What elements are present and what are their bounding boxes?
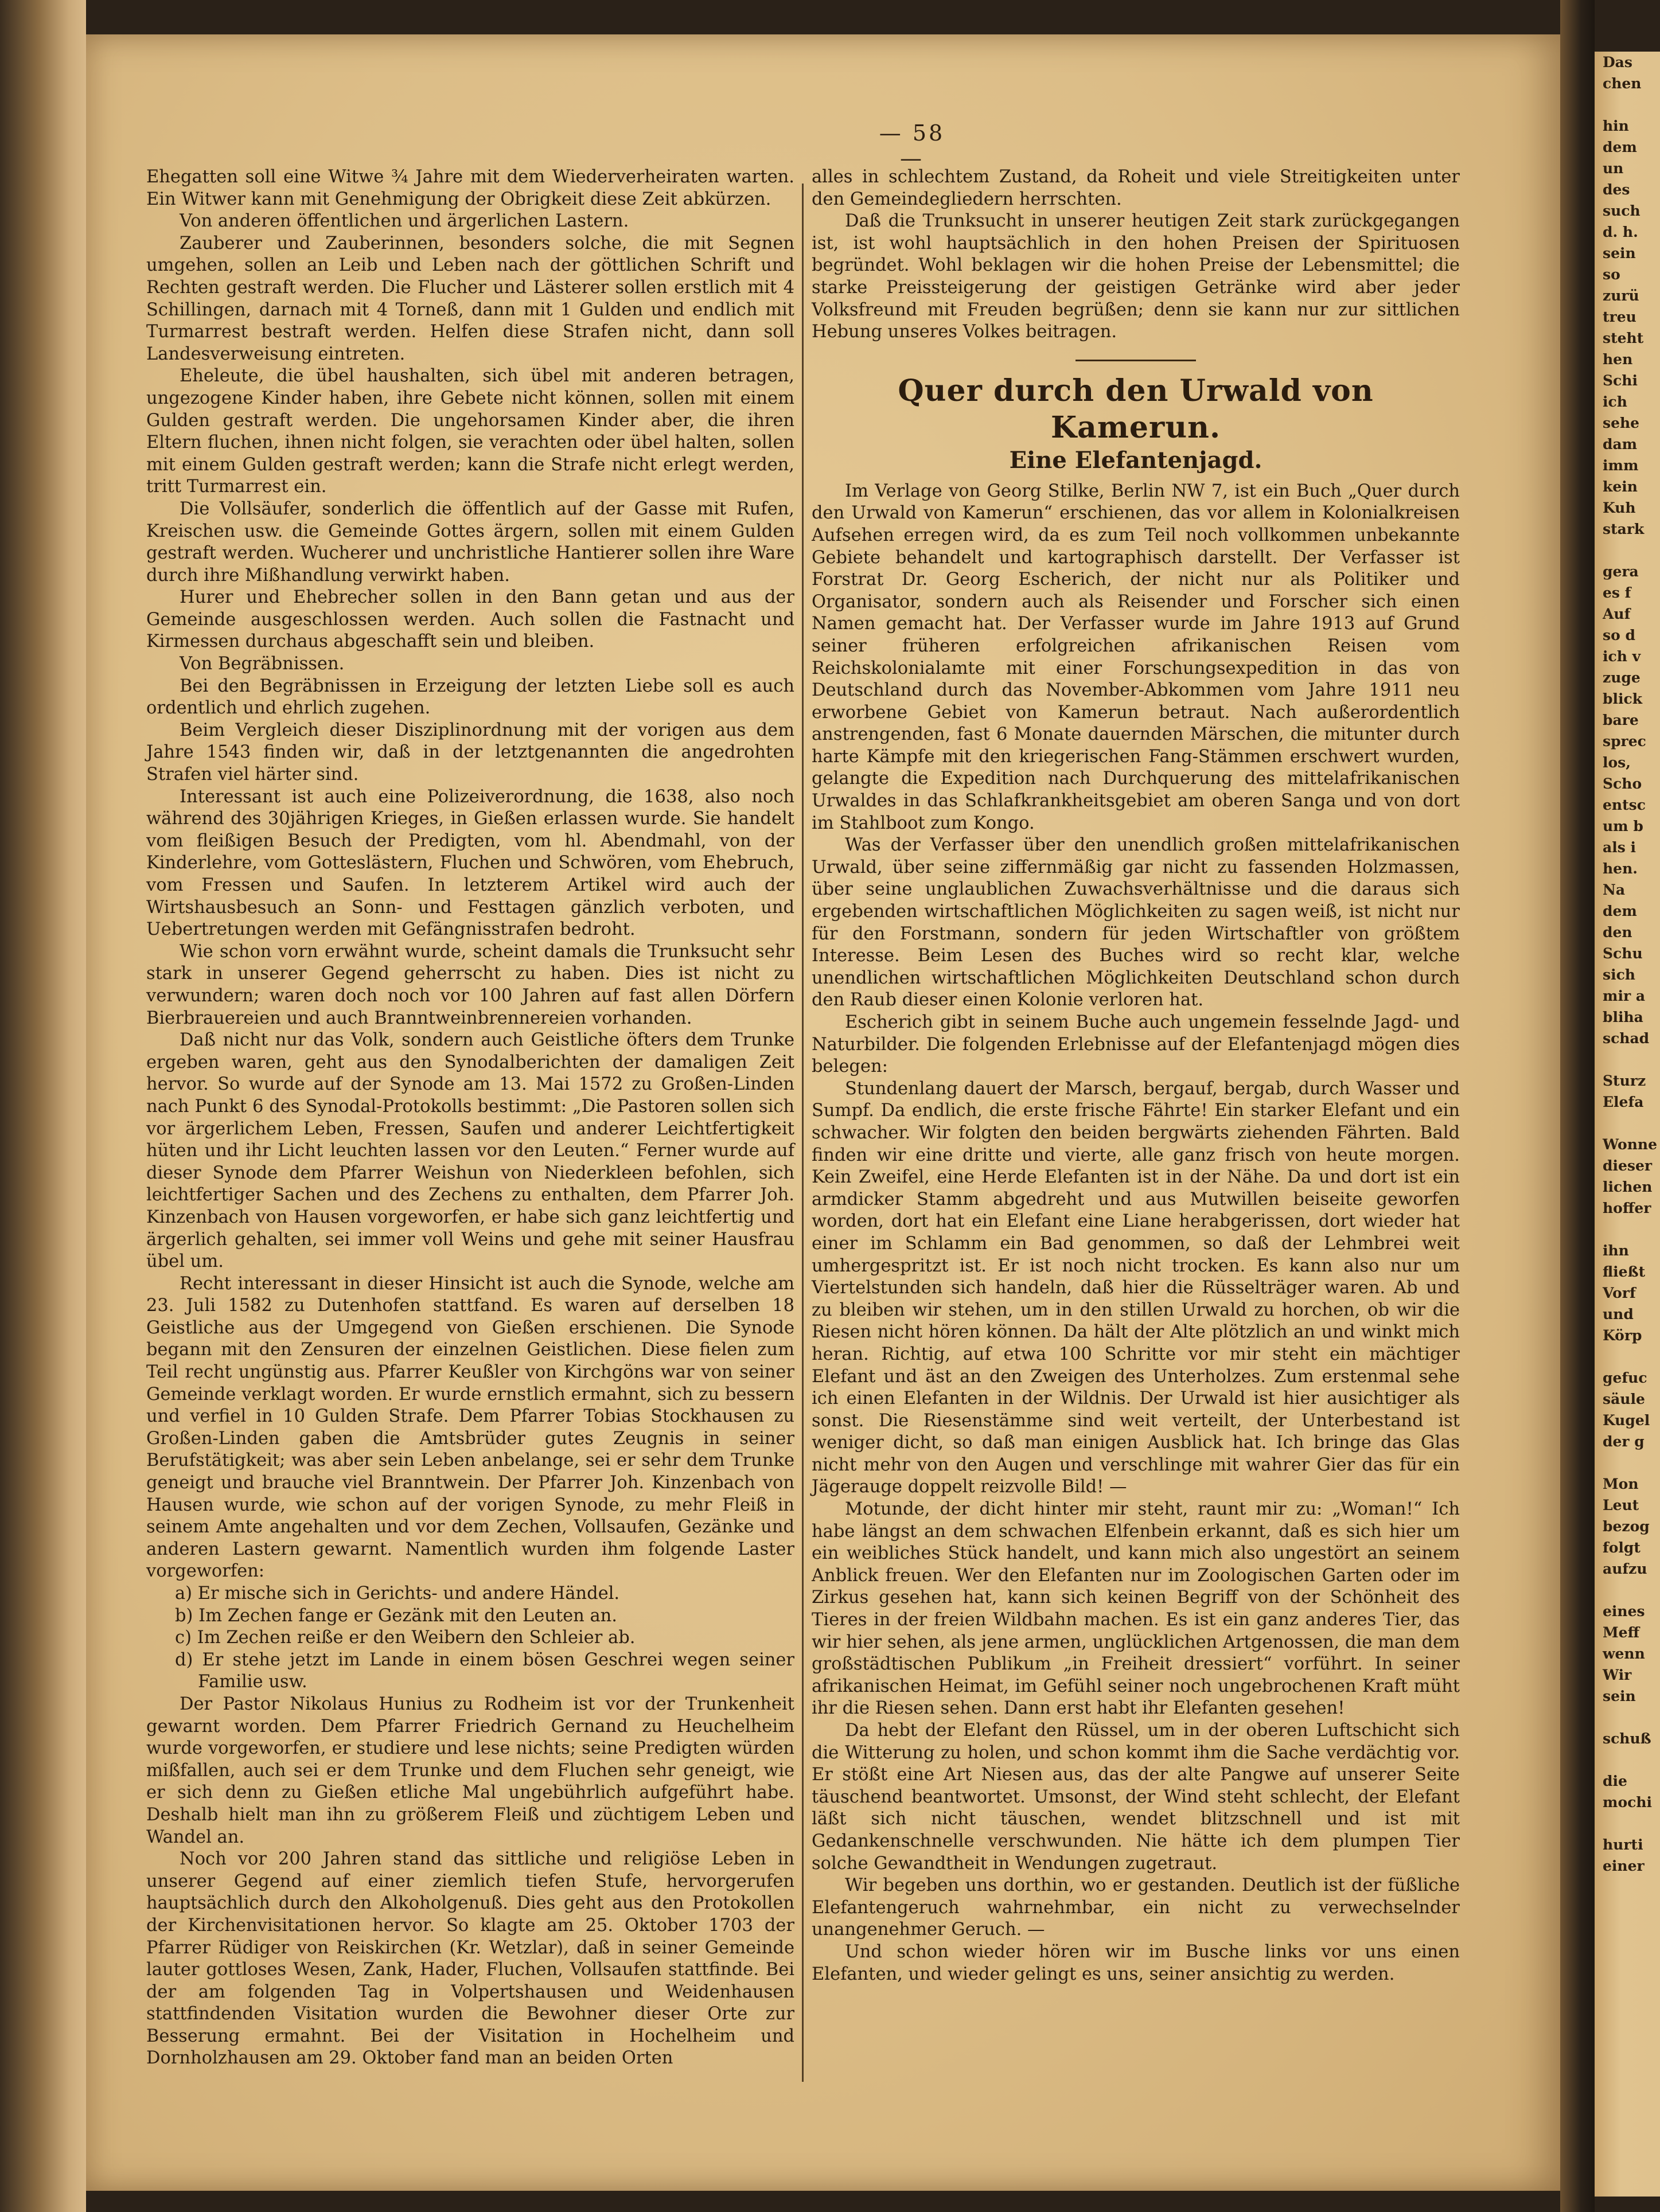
left-column-paragraph: Eheleute, die übel haushalten, sich übel mit anderen betragen, ungezogene Kinder haben, ihre Gebete nicht können, sollen mit einem Gulden gestraft werden. Die ungehorsamen Kinder aber, die ihren Eltern fluchen, ihnen nicht folgen, sie verachten oder übel halten, sollen mit einem Gulden gestraft werden; kann die Strafe nicht erlegt werden, tritt Turmarrest ein. — [146, 366, 794, 497]
adjacent-page-line: Auf — [1603, 606, 1631, 622]
adjacent-page-line: Schu — [1603, 945, 1643, 962]
adjacent-page-line: Na — [1603, 881, 1626, 898]
left-column-paragraph: Zauberer und Zauberinnen, besonders solche, die mit Segnen umgehen, sollen an Leib und Leben nach der göttlichen Schrift und Rechten gestraft werden. Die Flucher und Lästerer sollen erstlich mit 4 Schillingen, darnach mit 4 Torneß, dann mit 1 Gulden und endlich mit Turmarrest bestraft werden. Helfen diese Strafen nicht, dann soll Landesverweisung eintreten. — [146, 233, 794, 364]
adjacent-page-line: dem — [1603, 903, 1637, 919]
adjacent-page-line: Wonne — [1603, 1136, 1657, 1153]
left-column-paragraph: Bei den Begräbnissen in Erzeigung der letzten Liebe soll es auch ordentlich und ehrlich zugehen. — [146, 676, 794, 719]
column-divider — [802, 184, 804, 2082]
continuation-paragraph: alles in schlechtem Zustand, da Roheit und viele Streitigkeiten unter den Gemeindegliedern herrschten. — [812, 167, 1460, 209]
adjacent-page-line: sehe — [1603, 415, 1640, 431]
article-paragraph: Und schon wieder hören wir im Busche links vor uns einen Elefanten, und wieder gelingt es uns, seiner ansichtig zu werden. — [812, 1941, 1460, 1984]
adjacent-page-line: sich — [1603, 966, 1635, 983]
left-column-paragraph: Hurer und Ehebrecher sollen in den Bann getan und aus der Gemeinde ausgeschlossen werden. Auch sollen die Fastnacht und Kirmessen durchaus abgeschafft sein und bleiben. — [146, 587, 794, 652]
article-paragraph: Im Verlage von Georg Stilke, Berlin NW 7, ist ein Buch „Quer durch den Urwald von Kamerun“ erschienen, das vor allem in Kolonialkreisen Aufsehen erregen wird, da es zum Teil noch vollkommen unbekannte Gebiete behandelt und kartographisch darstellt. Der Verfasser ist Forstrat Dr. Georg Escherich, der nicht nur als Politiker und Organisator, sondern auch als Reisender und Forscher sich einen Namen gemacht hat. Der Verfasser wurde im Jahre 1913 auf Grund seiner früheren erfolgreichen afrikanischen Reisen vom Reichskolonialamte mit einer Forschungsexpedition in das von Deutschland durch das November-Abkommen vom Jahre 1911 neu erworbene Gebiet von Kamerun betraut. Nach außerordentlich anstrengenden, fast 6 Monate dauernden Märschen, die mitunter durch harte Kämpfe mit den kriegerischen Fang-Stämmen erschwert wurden, gelangte die Expedition nach Durchquerung des mittelafrikanischen Urwaldes in das Schlafkrankheitsgebiet am oberen Sanga und von dort im Stahlboot zum Kongo. — [812, 481, 1460, 833]
adjacent-page-line: imm — [1603, 457, 1639, 474]
left-column-paragraph: Wie schon vorn erwähnt wurde, scheint damals die Trunksucht sehr stark in unserer Gegend geherrscht zu haben. Dies ist nicht zu verwundern; waren doch noch vor 100 Jahren auf fast allen Dörfern Bierbrauereien und auch Branntweinbrennereien vorhanden. — [146, 941, 794, 1028]
adjacent-page-line: Meff — [1603, 1624, 1640, 1641]
left-column-paragraph: c) Im Zechen reiße er den Weibern den Schleier ab. — [175, 1628, 636, 1648]
left-column-paragraph: d) Er stehe jetzt im Lande in einem bösen Geschrei wegen seiner Familie usw. — [175, 1649, 794, 1692]
adjacent-page-line: kein — [1603, 478, 1638, 495]
adjacent-page-line: gera — [1603, 563, 1639, 580]
adjacent-page-line: mochi — [1603, 1794, 1653, 1811]
adjacent-page-line: einer — [1603, 1858, 1645, 1874]
adjacent-page-line: stark — [1603, 521, 1645, 537]
article-body — [812, 481, 1460, 1985]
adjacent-page-line: die — [1603, 1773, 1627, 1789]
adjacent-page-line — [1595, 94, 1660, 115]
adjacent-page-line: als i — [1603, 839, 1636, 856]
adjacent-page-line: wenn — [1603, 1645, 1645, 1662]
adjacent-page-line: treu — [1603, 309, 1636, 325]
adjacent-page-line: bliha — [1603, 1009, 1643, 1025]
adjacent-page-line: entsc — [1603, 797, 1646, 813]
previous-article-continuation — [812, 166, 1460, 344]
adjacent-page-line: Kugel — [1603, 1412, 1650, 1429]
left-column-paragraph: Interessant ist auch eine Polizeiverordnung, die 1638, also noch während des 30jährigen Krieges, in Gießen erlassen wurde. Sie handelt vom fleißigen Besuch der Predigten, vom hl. Abendmahl, von der Kinderlehre, vom Gotteslästern, Fluchen und Schwören, vom Ehebruch, vom Fressen und Saufen. In letzterem Artikel wird auch der Wirtshausbesuch an Sonn- und Festtagen gänzlich verboten, und Uebertretungen werden mit Gefängnisstrafen bedroht. — [146, 786, 794, 940]
article-subheadline: Eine Elefantenjagd. — [1009, 446, 1262, 474]
left-column-paragraph: Noch vor 200 Jahren stand das sittliche und religiöse Leben in unserer Gegend auf einer ziemlich tiefen Stufe, hervorgerufen hauptsächlich durch den Alkoholgenuß. Dies geht aus den Protokollen der Kirchenvisitationen hervor. So klagte am 25. Oktober 1703 der Pfarrer Rüdiger von Reiskirchen (Kr. Wetzlar), daß in seiner Gemeinde lauter gottloses Wesen, Zank, Hader, Fluchen, Vollsaufen stattfinde. Bei der am folgenden Tag in Volpertshausen und Weidenhausen stattfindenden Visitation wurden die Bewohner dieser Orte zur Besserung ermahnt. Bei der Visitation in Hochelheim und Dornholzhausen am 29. Oktober fand man an beiden Orten — [146, 1849, 794, 2069]
adjacent-page-line: lichen — [1603, 1179, 1653, 1195]
adjacent-page-line: eines — [1603, 1603, 1645, 1620]
adjacent-page-fragment — [1595, 52, 1660, 2197]
adjacent-page-line: bare — [1603, 712, 1639, 728]
article-paragraph: Wir begeben uns dorthin, wo er gestanden. Deutlich ist der füßliche Elefantengeruch wahrnehmbar, ein nicht zu verwechselnder unangenehmer Geruch. — — [812, 1875, 1460, 1940]
left-column-paragraph: a) Er mische sich in Gerichts- und andere Händel. — [175, 1583, 620, 1604]
adjacent-page-line: folgt — [1603, 1539, 1640, 1556]
article-paragraph: Da hebt der Elefant den Rüssel, um in der oberen Luftschicht sich die Witterung zu holen, und schon kommt ihm die Sache verdächtig vor. Er stößt eine Art Niesen aus, das der alte Pangwe auf unserer Seite täuschend beantwortet. Umsonst, der Wind steht schlecht, der Elefant läßt sich nicht täuschen, wendet blitzschnell und ist mit Gedankenschnelle verschwunden. Nie hätte ich dem plumpen Tier solche Gewandtheit in Wendungen zugetraut. — [812, 1721, 1460, 1874]
adjacent-page-line — [1595, 1049, 1660, 1070]
adjacent-page-line: und — [1603, 1306, 1634, 1322]
adjacent-page-line — [1595, 1219, 1660, 1240]
adjacent-page-line: sein — [1603, 1688, 1636, 1704]
adjacent-page-line: dieser — [1603, 1157, 1653, 1174]
book-gutter — [1560, 0, 1595, 2212]
adjacent-page-line: zurü — [1603, 287, 1639, 304]
left-column-paragraph: Recht interessant in dieser Hinsicht ist auch die Synode, welche am 23. Juli 1582 zu Dutenhofen stattfand. Es waren auf derselben 18 Geistliche aus der Umgegend von Gießen erschienen. Die Synode begann mit den Zensuren der einzelnen Geistlichen. Diese fielen zum Teil recht ungünstig aus. Pfarrer Keußler von Kirchgöns war von seiner Gemeinde verklagt worden. Er wurde ernstlich ermahnt, sich zu bessern und verfiel in 10 Gulden Strafe. Dem Pfarrer Tobias Stockhausen zu Großen-Linden gaben die Amtsbrüder gutes Zeugnis in seiner Berufstätigkeit; was aber sein Leben anbelange, sei er sehr dem Trunke geneigt und brauche viel Branntwein. Der Pfarrer Joh. Kinzenbach von Hausen wurde, wie schon auf der vorigen Synode, zu mehr Fleiß in seinem Amte angehalten und vor dem Zechen, Vollsaufen, Gezänke und anderen Lastern gewarnt. Namentlich wurden ihm folgende Laster vorgeworfen: — [146, 1273, 794, 1582]
adjacent-page-line: ihn — [1603, 1242, 1629, 1259]
adjacent-page-line — [1595, 1452, 1660, 1473]
adjacent-page-line: fließt — [1603, 1263, 1646, 1280]
adjacent-page-line: gefuc — [1603, 1370, 1647, 1386]
adjacent-page-line: Wir — [1603, 1667, 1632, 1683]
continuation-paragraph: Daß die Trunksucht in unserer heutigen Zeit stark zurückgegangen ist, ist wohl hauptsächlich in den hohen Preisen der Spirituosen begründet. Wohl beklagen wir die hohen Preise der Lebensmittel; die starke Preissteigerung der geistigen Getränke wird aber jeder Volksfreund mit Freuden begrüßen; denn sie kann nur zur sittlichen Hebung unseres Volkes beitragen. — [812, 211, 1460, 342]
adjacent-page-line: mir a — [1603, 988, 1646, 1004]
adjacent-page-line: sprec — [1603, 733, 1646, 750]
adjacent-page-line: schad — [1603, 1030, 1650, 1047]
left-column-paragraph: Der Pastor Nikolaus Hunius zu Rodheim ist vor der Trunkenheit gewarnt worden. Dem Pfarrer Friedrich Gernand zu Heuchelheim wurde vorgeworfen, er studiere und lese nichts; seine Predigten würden mißfallen, auch sei er dem Trunke und dem Fluchen sehr geneigt, wie er sich denn zu Gießen etliche Mal ungebührlich aufgeführt habe. Deshalb hielt man ihn zu größerem Fleiß und züchtigem Leben und Wandel an. — [146, 1694, 794, 1847]
adjacent-page-line: steht — [1603, 330, 1644, 346]
article-paragraph: Stundenlang dauert der Marsch, bergauf, bergab, durch Wasser und Sumpf. Da endlich, die erste frische Fährte! Ein starker Elefant und ein schwacher. Wir folgten den beiden bergwärts ziehenden Fährten. Bald finden wir eine dritte und vierte, alle ganz frisch von heute morgen. Kein Zweifel, eine Herde Elefanten ist in der Nähe. Da und dort ist ein armdicker Stamm abgedreht und aus Mutwillen beiseite geworfen worden, dort hat ein Elefant eine Liane herabgerissen, dort wieder hat einer im Schlamm ein Bad genommen, so daß der Lehmbrei weit umhergespritzt ist. Er ist noch nicht trocken. Es kann also nur um Viertelstunden sich handeln, daß hier die Rüsselträger waren. Ab und zu bleiben wir stehen, um in den stillen Urwald zu horchen, ob wir die Riesen nicht hören können. Da hält der Alte plötzlich an und winkt mich heran. Richtig, auf etwa 100 Schritte vor mir steht ein mächtiger Elefant und äst an den Zweigen des Unterholzes. Zum erstenmal sehe ich einen Elefanten in der Wildnis. Der Urwald ist hier ausichtiger als sonst. Die Riesenstämme sind weit verteilt, der Unterbestand ist weniger dicht, so daß man einigen Ausblick hat. Ich bringe das Glas nicht mehr von den Augen und verschlinge mit wahrer Gier das für ein Jägerauge doppelt reizvolle Bild! — — [812, 1078, 1460, 1497]
adjacent-page-line: so d — [1603, 627, 1635, 643]
adjacent-page-line — [1595, 1113, 1660, 1134]
adjacent-page-line: Leut — [1603, 1497, 1639, 1513]
adjacent-page-line: d. h. — [1603, 224, 1638, 240]
adjacent-page-line: so — [1603, 266, 1620, 283]
adjacent-page-line: Das — [1603, 54, 1632, 71]
adjacent-page-line: schuß — [1603, 1730, 1651, 1747]
adjacent-page-line: den — [1603, 924, 1632, 941]
adjacent-page-line: Elefa — [1603, 1094, 1644, 1110]
right-column — [812, 166, 1460, 1985]
adjacent-page-line: un — [1603, 160, 1624, 177]
adjacent-page-line: hoffer — [1603, 1200, 1651, 1216]
adjacent-page-line — [1595, 1346, 1660, 1367]
book-binding-left — [0, 0, 86, 2212]
adjacent-page-line: dem — [1603, 139, 1637, 155]
adjacent-page-line: hen. — [1603, 860, 1638, 877]
adjacent-page-line: chen — [1603, 75, 1642, 92]
adjacent-page-line — [1595, 1749, 1660, 1770]
left-column — [146, 166, 794, 2070]
adjacent-page-line: hen — [1603, 351, 1633, 368]
adjacent-page-line: Scho — [1603, 775, 1642, 792]
adjacent-page-line — [1595, 1707, 1660, 1728]
left-column-paragraph: Ehegatten soll eine Witwe ¾ Jahre mit dem Wiederverheiraten warten. Ein Witwer kann mit Genehmigung der Obrigkeit diese Zeit abkürzen. — [146, 167, 794, 209]
adjacent-page-line — [1595, 540, 1660, 561]
article-paragraph: Motunde, der dicht hinter mir steht, raunt mir zu: „Woman!“ Ich habe längst an dem schwachen Elfenbein erkannt, daß es sich hier um ein weibliches Stück handelt, und kann mich also ungestört an seinem Anblick freuen. Wer den Elefanten nur im Zoologischen Garten oder im Zirkus gesehen hat, kann sich keinen Begriff von der Schönheit des Tieres in der freien Wildbahn machen. Es ist ein ganz anderes Tier, das wir hier sehen, als jene armen, unglücklichen Artgenossen, die man dem großstädtischen Publikum „in Freiheit dressiert“ vorführt. In seiner afrikanischen Heimat, im Gefühl seiner noch ungebrochenen Kraft müht ihr die Riesen sehen. Dann erst habt ihr Elefanten gesehen! — [812, 1499, 1460, 1719]
left-column-paragraph: Von Begräbnissen. — [180, 654, 345, 674]
adjacent-page-line: säule — [1603, 1391, 1645, 1407]
adjacent-page-line: um b — [1603, 818, 1643, 834]
adjacent-page-line: los, — [1603, 754, 1631, 771]
article-headline: Quer durch den Urwald von Kamerun. — [898, 373, 1374, 445]
article-separator — [1076, 360, 1196, 361]
adjacent-page-line: des — [1603, 181, 1630, 198]
adjacent-page-line: Vorf — [1603, 1285, 1636, 1301]
adjacent-page-line: bezog — [1603, 1518, 1650, 1535]
article-paragraph: Escherich gibt in seinem Buche auch ungemein fesselnde Jagd- und Naturbilder. Die folgenden Erlebnisse auf der Elefantenjagd mögen dies belegen: — [812, 1012, 1460, 1077]
adjacent-page-line: Körp — [1603, 1327, 1642, 1344]
adjacent-page-line: dam — [1603, 436, 1638, 452]
adjacent-page-line: such — [1603, 202, 1640, 219]
adjacent-page-line — [1595, 1813, 1660, 1834]
article-paragraph: Was der Verfasser über den unendlich großen mittelafrikanischen Urwald, über seine ziffernmäßig gar nicht zu fassenden Holzmassen, über seine unglaublichen Zuwachsverhältnisse und die daraus sich ergebenden wirtschaftlichen Möglichkeiten zu sagen weiß, ist nicht nur für den Forstmann, sondern für jeden Wirtschaftler von größtem Interesse. Beim Lesen des Buches wird so recht klar, welche unendlichen wirtschaftlichen Möglichkeiten Deutschland schon durch den Raub dieser einen Kolonie verloren hat. — [812, 835, 1460, 1011]
left-column-paragraph: Daß nicht nur das Volk, sondern auch Geistliche öfters dem Trunke ergeben waren, geht aus den Synodalberichten der damaligen Zeit hervor. So wurde auf der Synode am 13. Mai 1572 zu Großen-Linden nach Punkt 6 des Synodal-Protokolls bestimmt: „Die Pastoren sollen sich vor ärgerlichem Leben, Fressen, Saufen und anderer Leichtfertigkeit hüten und ihr Licht leuchten lassen vor den Leuten.“ Ferner wurde auf dieser Synode dem Pfarrer Weishun von Niederkleen befohlen, sich leichtfertiger Sachen und des Zechens zu enthalten, dem Pfarrer Joh. Kinzenbach von Hausen vorgeworfen, er habe sich ganz leichtfertig und ärgerlich gehalten, sei immer voll Weins und gehe mit seiner Hausfrau übel um. — [146, 1030, 794, 1272]
adjacent-page-line: ich — [1603, 393, 1627, 410]
left-column-paragraph: Von anderen öffentlichen und ärgerlichen Lastern. — [180, 211, 629, 232]
left-column-paragraph: Beim Vergleich dieser Disziplinordnung mit der vorigen aus dem Jahre 1543 finden wir, daß in der letztgenannten die angedrohten Strafen viel härter sind. — [146, 720, 794, 785]
adjacent-page-line — [1595, 1579, 1660, 1601]
left-column-paragraph: Die Vollsäufer, sonderlich die öffentlich auf der Gasse mit Rufen, Kreischen usw. die Gemeinde Gottes ärgern, sollen mit einem Gulden gestraft werden. Wucherer und unchristliche Hantierer sollen ihre Ware durch ihre Mißhandlung verwirkt haben. — [146, 498, 794, 586]
adjacent-page-line: es f — [1603, 584, 1631, 601]
adjacent-page-line: Kuh — [1603, 500, 1636, 516]
adjacent-page-line: zuge — [1603, 669, 1640, 686]
adjacent-page-line: blick — [1603, 690, 1643, 707]
left-column-paragraph: b) Im Zechen fange er Gezänk mit den Leuten an. — [175, 1605, 617, 1626]
adjacent-page-line: Schi — [1603, 372, 1638, 389]
adjacent-page-line: der g — [1603, 1433, 1645, 1450]
adjacent-page-line: aufzu — [1603, 1561, 1647, 1577]
adjacent-page-line: hurti — [1603, 1836, 1643, 1853]
page-number: — 58 — — [879, 120, 945, 171]
adjacent-page-line: Sturz — [1603, 1072, 1646, 1089]
adjacent-page-line: sein — [1603, 245, 1636, 262]
adjacent-page-line: Mon — [1603, 1476, 1639, 1492]
adjacent-page-line: hin — [1603, 118, 1629, 134]
adjacent-page-line: ich v — [1603, 648, 1641, 665]
